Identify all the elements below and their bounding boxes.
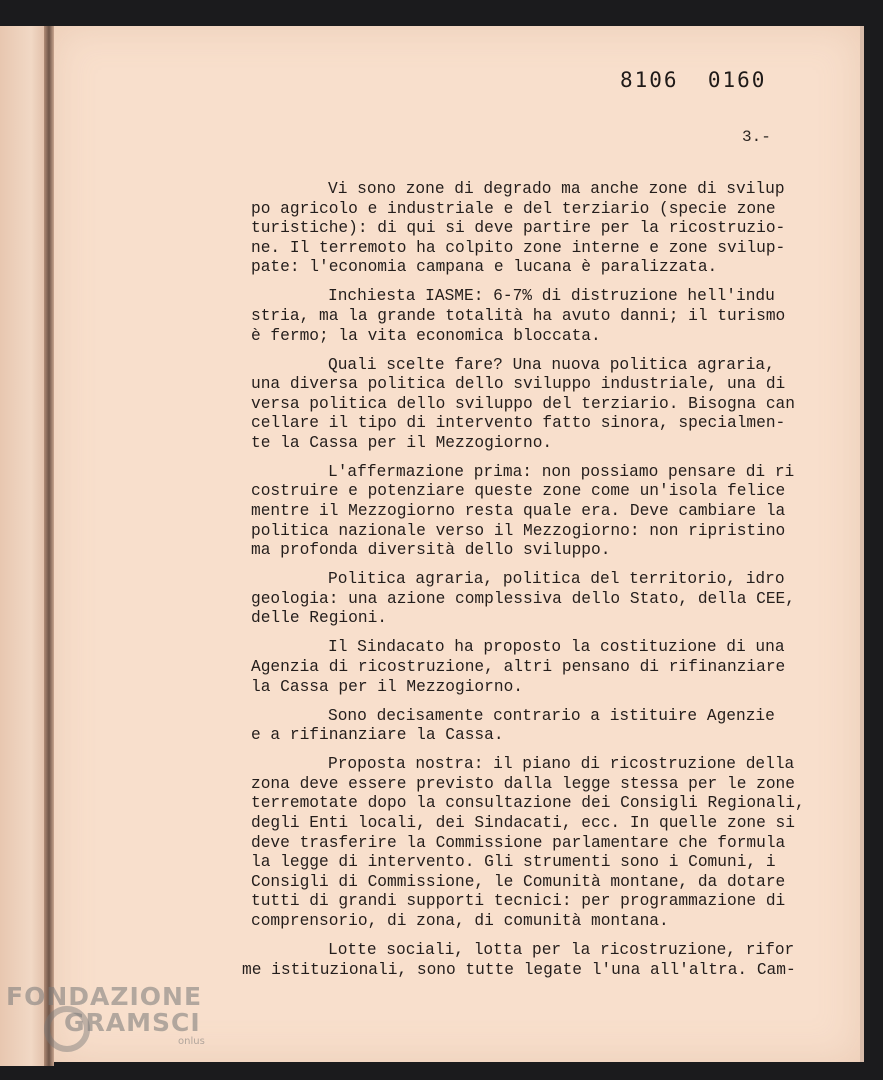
- text-line: po agricolo e industriale e del terziario (specie zone: [251, 199, 776, 218]
- page-number: 3.-: [742, 128, 771, 146]
- text-line: Agenzia di ricostruzione, altri pensano di rifinanziare: [251, 658, 786, 677]
- text-line: la legge di intervento. Gli strumenti sono i Comuni, i: [251, 853, 776, 872]
- text-line: Inchiesta IASME: 6-7% di distruzione hell'indu: [328, 287, 775, 306]
- paragraph-6: [242, 638, 802, 697]
- text-line: una diversa politica dello sviluppo industriale, una di: [251, 375, 786, 394]
- text-line: delle Regioni.: [251, 609, 387, 628]
- text-line: zona deve essere previsto dalla legge stessa per le zone: [251, 774, 795, 793]
- paragraph-3: [242, 356, 802, 454]
- paragraph-1: [242, 180, 802, 278]
- text-line: pate: l'economia campana e lucana è paralizzata.: [251, 258, 718, 277]
- paragraph-7: [242, 707, 802, 746]
- text-line: la Cassa per il Mezzogiorno.: [251, 677, 523, 696]
- watermark: [6, 984, 205, 1048]
- text-line: e a rifinanziare la Cassa.: [251, 726, 504, 745]
- typewritten-body: [242, 180, 805, 989]
- text-line: Il Sindacato ha proposto la costituzione di una: [328, 638, 785, 657]
- page-gutter: [44, 26, 54, 1066]
- text-line: deve trasferire la Commissione parlamentare che formula: [251, 833, 786, 852]
- paragraph-8: [242, 755, 805, 931]
- text-line: Sono decisamente contrario a istituire Agenzie: [328, 706, 775, 725]
- paragraph-9: [242, 941, 802, 980]
- watermark-line-2: GRAMSCI: [64, 1008, 201, 1037]
- watermark-line-1: FONDAZIONE: [6, 982, 203, 1011]
- text-line: stria, ma la grande totalità ha avuto danni; il turismo: [251, 306, 786, 325]
- text-line: costruire e potenziare queste zone come un'isola felice: [251, 482, 786, 501]
- paragraph-5: [242, 570, 802, 629]
- text-line: turistiche): di qui si deve partire per la ricostruzio-: [251, 219, 786, 238]
- text-line: tutti di grandi supporti tecnici: per programmazione di: [251, 892, 786, 911]
- watermark-line-3: onlus: [178, 1036, 205, 1047]
- text-line: geologia: una azione complessiva dello Stato, della CEE,: [251, 589, 795, 608]
- page-edge: [860, 26, 864, 1062]
- text-line: L'affermazione prima: non possiamo pensare di ri: [328, 462, 795, 481]
- text-line: Quali scelte fare? Una nuova politica agraria,: [328, 355, 775, 374]
- text-line: Consigli di Commissione, le Comunità montane, da dotare: [251, 872, 786, 891]
- text-line: Lotte sociali, lotta per la ricostruzione, rifor: [328, 940, 795, 959]
- text-line: cellare il tipo di intervento fatto sinora, specialmen-: [251, 414, 786, 433]
- text-line: ma profonda diversità dello sviluppo.: [251, 541, 611, 560]
- text-line: te la Cassa per il Mezzogiorno.: [251, 433, 553, 452]
- text-line: Politica agraria, politica del territorio, idro: [328, 570, 785, 589]
- text-line: Proposta nostra: il piano di ricostruzione della: [328, 755, 795, 774]
- text-line: me istituzionali, sono tutte legate l'una all'altra. Cam-: [242, 960, 796, 979]
- paragraph-2: [242, 287, 802, 346]
- text-line: è fermo; la vita economica bloccata.: [251, 326, 601, 345]
- text-line: terremotate dopo la consultazione dei Consigli Regionali,: [251, 794, 805, 813]
- text-line: Vi sono zone di degrado ma anche zone di svilup: [328, 180, 785, 198]
- text-line: degli Enti locali, dei Sindacati, ecc. In quelle zone si: [251, 813, 795, 832]
- text-line: versa politica dello sviluppo del terziario. Bisogna can: [251, 394, 795, 413]
- paragraph-4: [242, 463, 802, 561]
- archive-reference-number: 8106 0160: [620, 68, 767, 92]
- text-line: mentre il Mezzogiorno resta quale era. Deve cambiare la: [251, 502, 786, 521]
- text-line: comprensorio, di zona, di comunità montana.: [251, 911, 669, 930]
- text-line: politica nazionale verso il Mezzogiorno: non ripristino: [251, 521, 786, 540]
- text-line: ne. Il terremoto ha colpito zone interne e zone svilup-: [251, 238, 786, 257]
